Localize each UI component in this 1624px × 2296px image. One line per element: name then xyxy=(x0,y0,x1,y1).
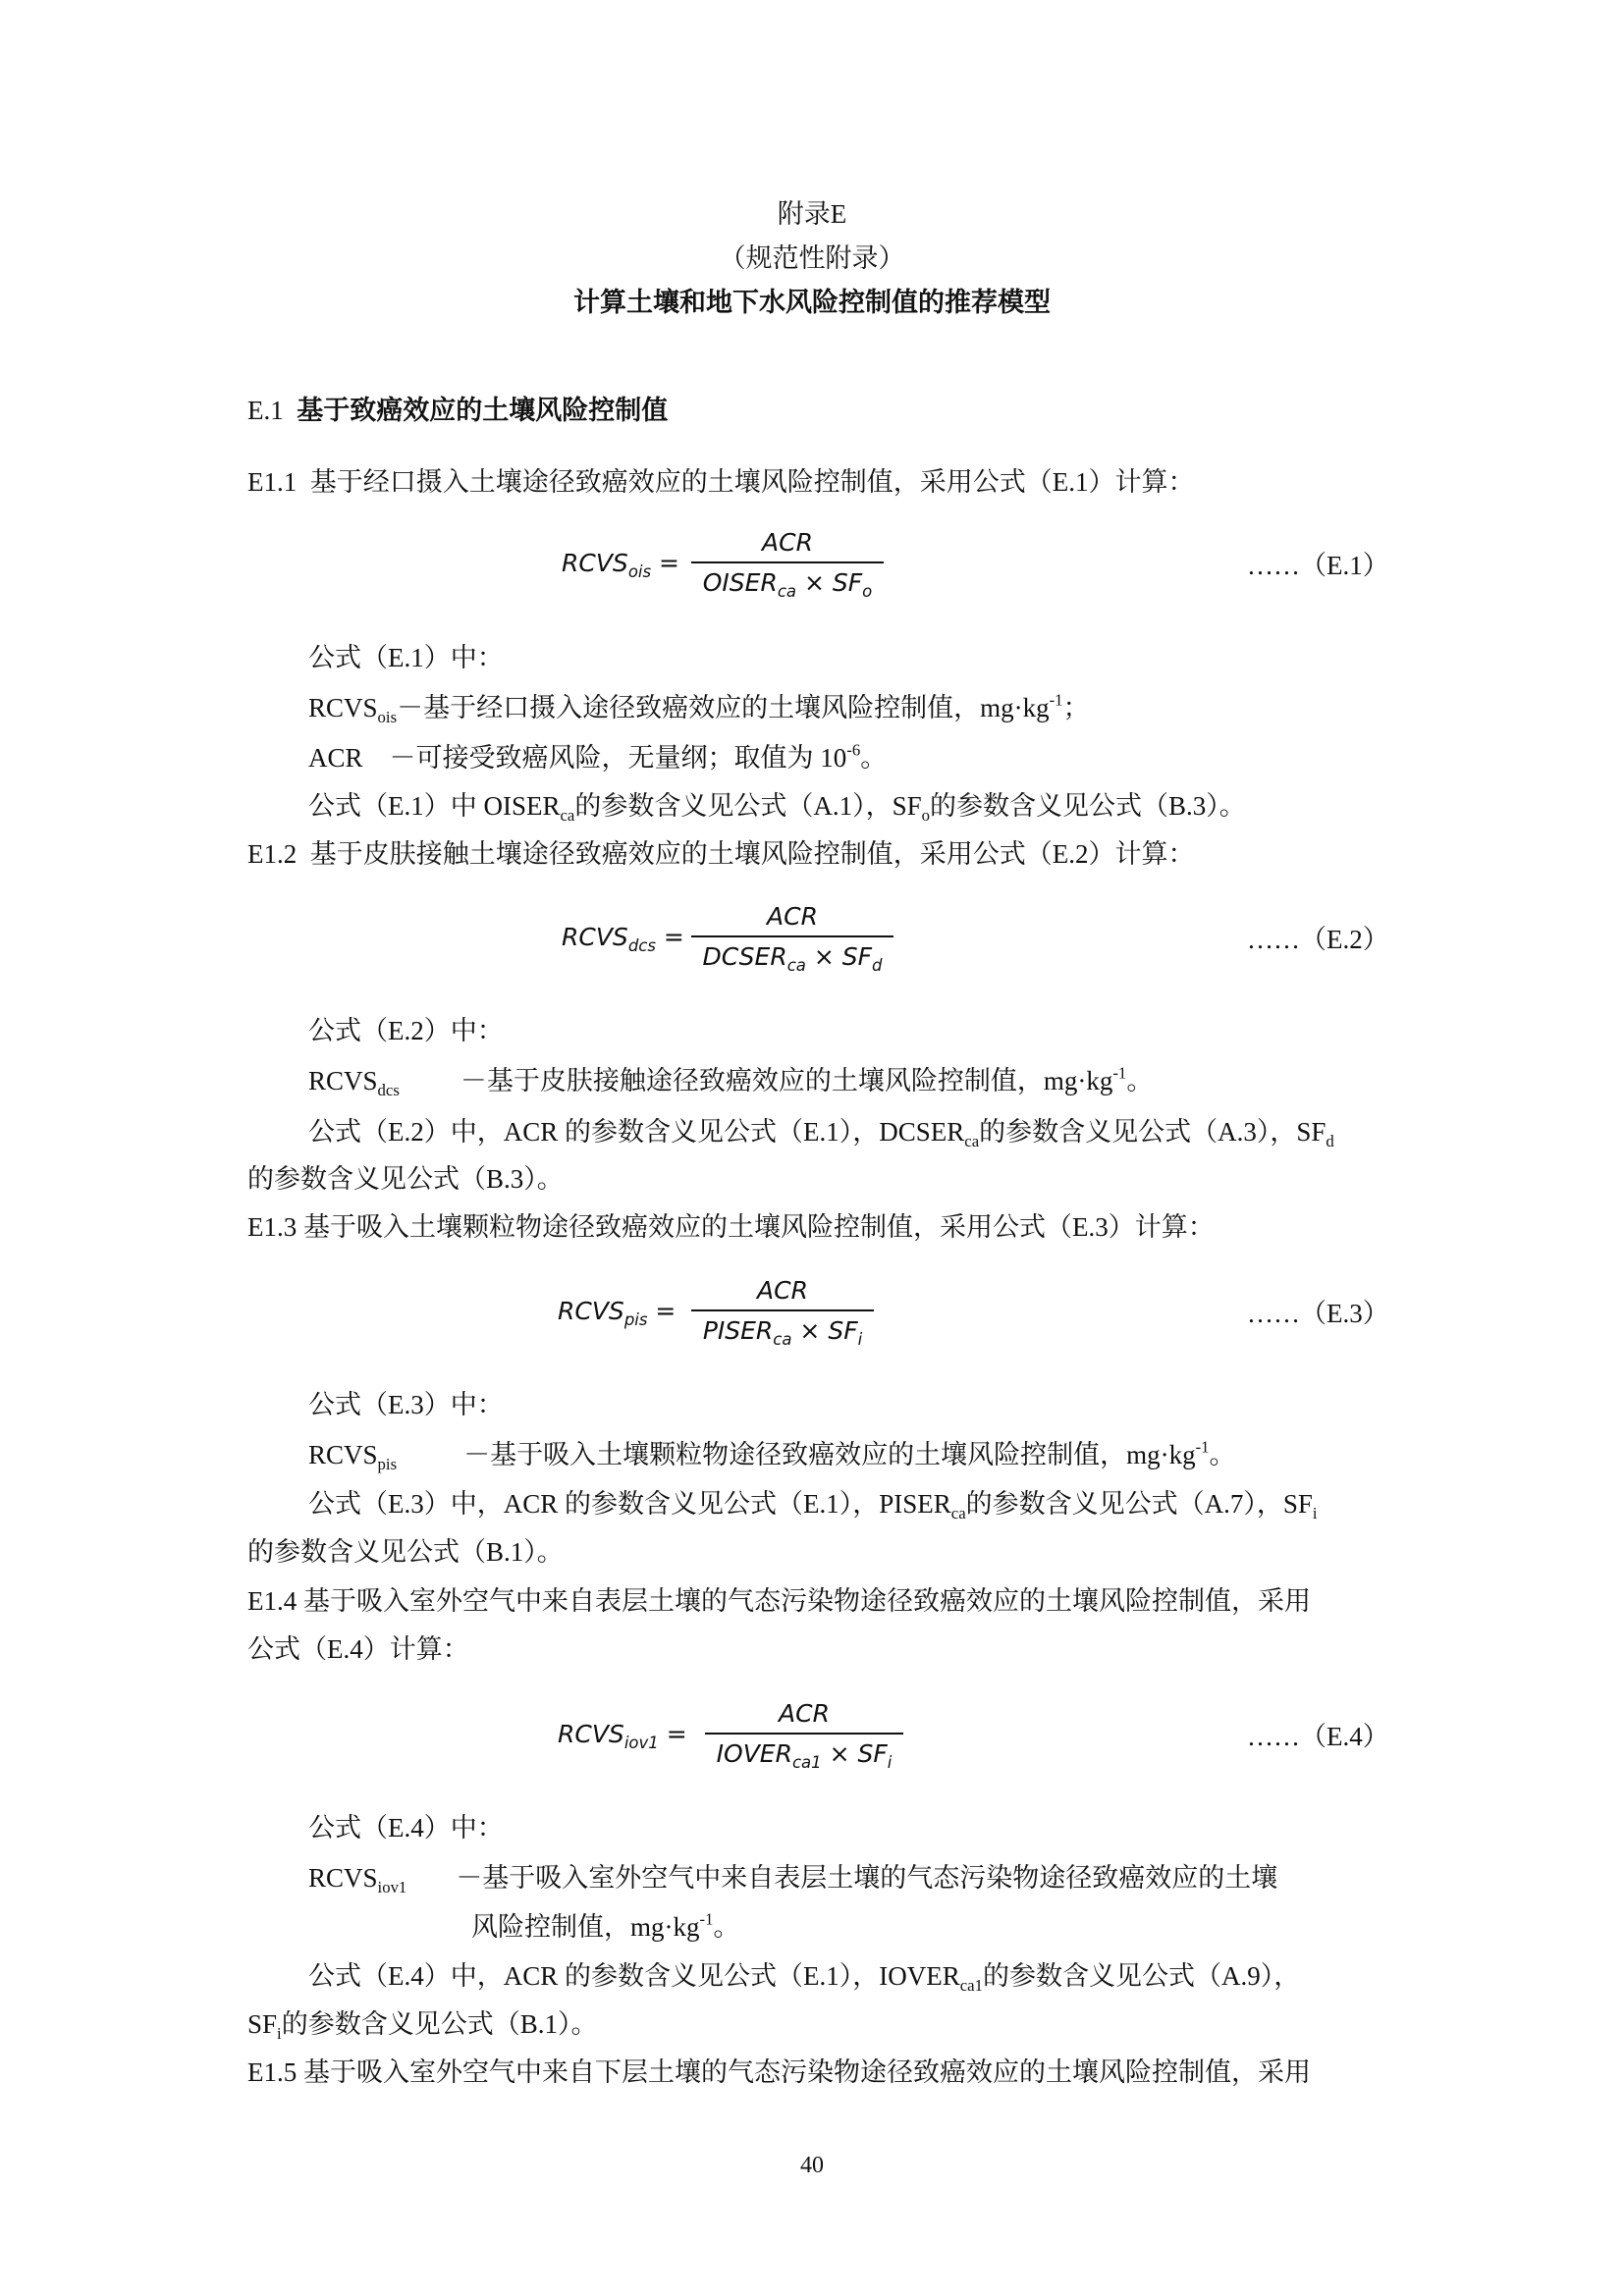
equation-e3-fraction xyxy=(691,1274,874,1353)
equation-e1-denominator: $OISER_{ca} \times SF_o$ xyxy=(702,568,873,601)
note-e3-continued: 的参数含义见公式（B.1）。 xyxy=(247,1537,564,1567)
equation-e3-denominator: $PISER_{ca} \times SF_i$ xyxy=(702,1316,863,1349)
equation-e2-denominator: $DCSER_{ca} \times SF_d$ xyxy=(702,942,883,975)
equation-e3-label: ……（E.3） xyxy=(1247,1299,1389,1328)
clause-e1-4: E1.4 基于吸入室外空气中来自表层土壤的气态污染物途径致癌效应的土壤风险控制值，采用 xyxy=(247,1586,1311,1616)
equation-e1-fraction xyxy=(691,526,884,605)
appendix-label: 附录E xyxy=(777,199,847,229)
note-e1: 公式（E.1）中 $OISER_{ca}$的参数含义见公式（A.1），$SF_o$的参数含义见公式（B.3）。 xyxy=(308,791,1246,825)
equation-e4-denominator: $IOVER_{ca1} \times SF_i$ xyxy=(716,1739,893,1772)
equation-e4-fraction-bar xyxy=(705,1733,903,1735)
appendix-type: （规范性附录） xyxy=(719,243,905,273)
equation-e3-fraction-bar xyxy=(691,1309,874,1311)
equation-e2-fraction-bar xyxy=(691,935,893,937)
definition-rcvs-iov1: $RCVS_{iov1}$ －基于吸入室外空气中来自表层土壤的气态污染物途径致癌效应的土壤 xyxy=(308,1863,1278,1896)
equation-e4-fraction xyxy=(705,1697,903,1776)
section-heading-e1: E.1 基于致癌效应的土壤风险控制值 xyxy=(247,396,669,425)
equation-e2-fraction xyxy=(691,900,893,979)
where-e1: 公式（E.1）中： xyxy=(308,643,504,672)
equation-e1-label: ……（E.1） xyxy=(1247,551,1389,580)
note-e2-continued: 的参数含义见公式（B.3）。 xyxy=(247,1164,564,1194)
note-e2: 公式（E.2）中，ACR 的参数含义见公式（E.1），$DCSER_{ca}$的参数含义见公式（A.3），$SF_d$ xyxy=(308,1117,1334,1150)
equation-e2-numerator: ACR xyxy=(767,902,818,931)
clause-e1-2: E1.2 基于皮肤接触土壤途径致癌效应的土壤风险控制值，采用公式（E.2）计算： xyxy=(247,839,1195,869)
equation-e3-lhs: $RCVS_{pis}$ = xyxy=(558,1297,677,1329)
definition-rcvs-ois: $RCVS_{ois}-$基于经口摄入途径致癌效应的土壤风险控制值，$mg\cdot kg^{-1}$； xyxy=(308,690,1090,726)
equation-e1-fraction-bar xyxy=(691,561,884,563)
clause-e1-5: E1.5 基于吸入室外空气中来自下层土壤的气态污染物途径致癌效应的土壤风险控制值，采用 xyxy=(247,2057,1311,2087)
where-e2: 公式（E.2）中： xyxy=(308,1016,504,1045)
definition-acr: ACR －可接受致癌风险，无量纲；取值为 $10^{-6}$。 xyxy=(308,740,888,773)
equation-e4-lhs: $RCVS_{iov1}$ = xyxy=(558,1720,687,1752)
note-e4: 公式（E.4）中，ACR 的参数含义见公式（E.1），$IOVER_{ca1}$的参数含义见公式（A.9）， xyxy=(308,1961,1301,1995)
equation-e3-numerator: ACR xyxy=(757,1276,808,1305)
equation-e1-lhs: $RCVS_{ois}$ = xyxy=(562,549,679,581)
where-e4: 公式（E.4）中： xyxy=(308,1813,504,1842)
page-number: 40 xyxy=(800,2153,824,2178)
equation-e2-label: ……（E.2） xyxy=(1247,925,1389,954)
equation-e4-numerator: ACR xyxy=(779,1699,830,1728)
equation-e1-numerator: ACR xyxy=(762,528,813,557)
equation-e2-lhs: $RCVS_{dcs}$ = xyxy=(562,923,684,955)
where-e3: 公式（E.3）中： xyxy=(308,1390,504,1419)
note-e4-continued: $SF_i$的参数含义见公式（B.1）。 xyxy=(247,2009,598,2043)
appendix-title: 计算土壤和地下水风险控制值的推荐模型 xyxy=(573,288,1051,317)
clause-e1-1: E1.1 基于经口摄入土壤途径致癌效应的土壤风险控制值，采用公式（E.1）计算： xyxy=(247,467,1195,497)
definition-rcvs-dcs: $RCVS_{dcs}$ －基于皮肤接触途径致癌效应的土壤风险控制值，$mg\cdot kg^{-1}$。 xyxy=(308,1063,1154,1099)
clause-e1-3: E1.3 基于吸入土壤颗粒物途径致癌效应的土壤风险控制值，采用公式（E.3）计算： xyxy=(247,1212,1215,1242)
definition-rcvs-iov1-continued: 风险控制值，$mg\cdot kg^{-1}$。 xyxy=(471,1909,740,1942)
note-e3: 公式（E.3）中，ACR 的参数含义见公式（E.1），$PISER_{ca}$的参数含义见公式（A.7），$SF_i$ xyxy=(308,1489,1318,1522)
definition-rcvs-pis: $RCVS_{pis}$ －基于吸入土壤颗粒物途径致癌效应的土壤风险控制值，$mg\cdot kg^{-1}$。 xyxy=(308,1437,1236,1473)
equation-e4-label: ……（E.4） xyxy=(1247,1722,1389,1751)
clause-e1-4-continued: 公式（E.4）计算： xyxy=(247,1634,469,1664)
